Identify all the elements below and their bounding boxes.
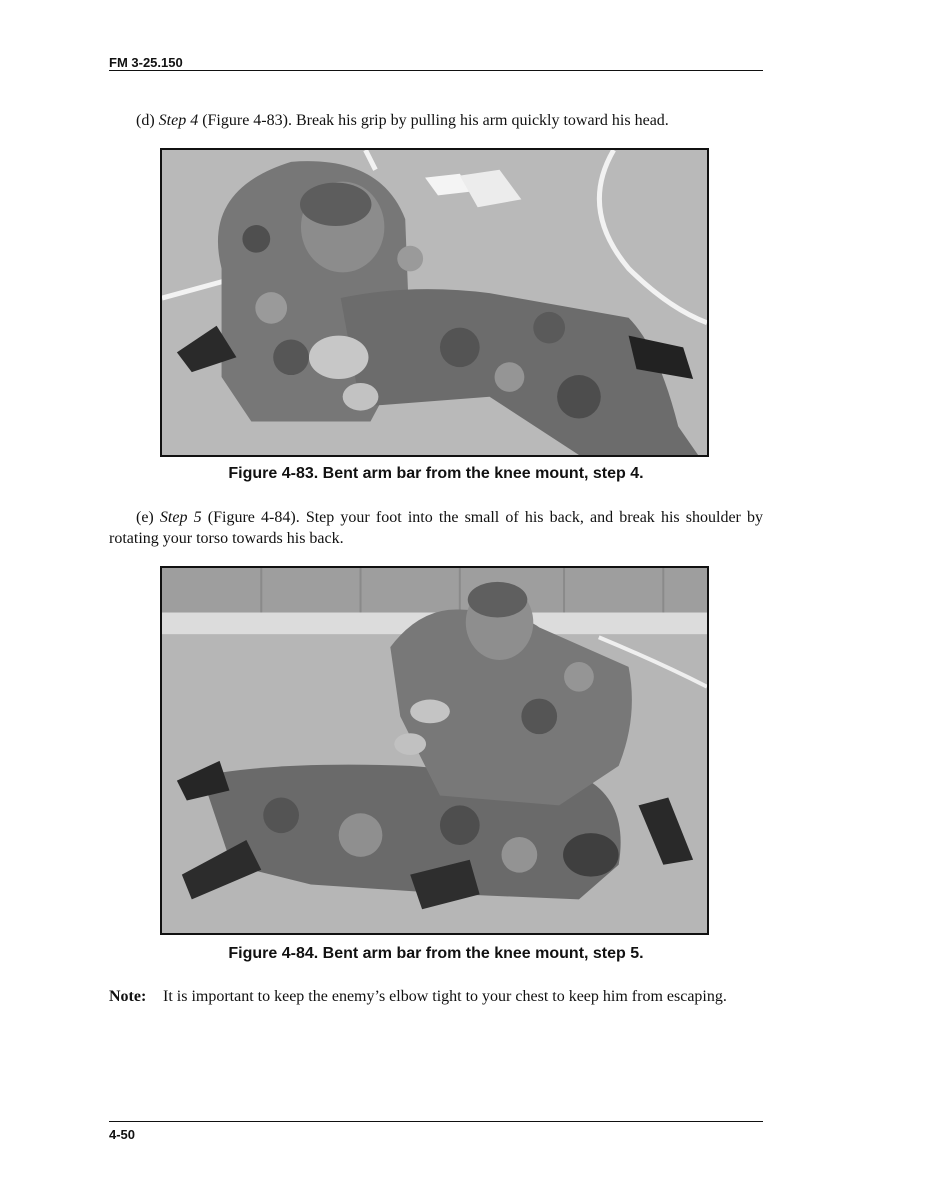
step-5-title: Step 5 — [159, 509, 202, 526]
step-4-text: (Figure 4-83). Break his grip by pulling his arm quickly toward his head. — [202, 112, 669, 129]
page-number: 4-50 — [109, 1127, 136, 1142]
running-header: FM 3-25.150 — [109, 55, 183, 70]
header-rule — [109, 70, 763, 71]
figure-4-83-caption: Figure 4-83. Bent arm bar from the knee mount, step 4. — [228, 465, 644, 482]
note-text: It is important to keep the enemy’s elbow tight to your chest to keep him from escaping. — [163, 988, 727, 1005]
step-4-title: Step 4 — [158, 112, 199, 129]
figure-4-83-photo — [160, 148, 709, 457]
note-block — [109, 986, 763, 1007]
step-4-paragraph — [109, 110, 763, 131]
step-5-text: (Figure 4-84). Step your foot into the small of his back, and break his shoulder by rotating your torso towards his back. — [109, 509, 764, 547]
figure-4-84-caption: Figure 4-84. Bent arm bar from the knee mount, step 5. — [228, 945, 644, 962]
footer-rule — [109, 1121, 763, 1122]
note-label: Note: — [109, 988, 147, 1005]
figure-4-84-photo — [160, 566, 709, 935]
step-4-label: (d) — [136, 112, 155, 129]
step-5-paragraph — [109, 507, 763, 549]
step-5-label: (e) — [136, 509, 154, 526]
